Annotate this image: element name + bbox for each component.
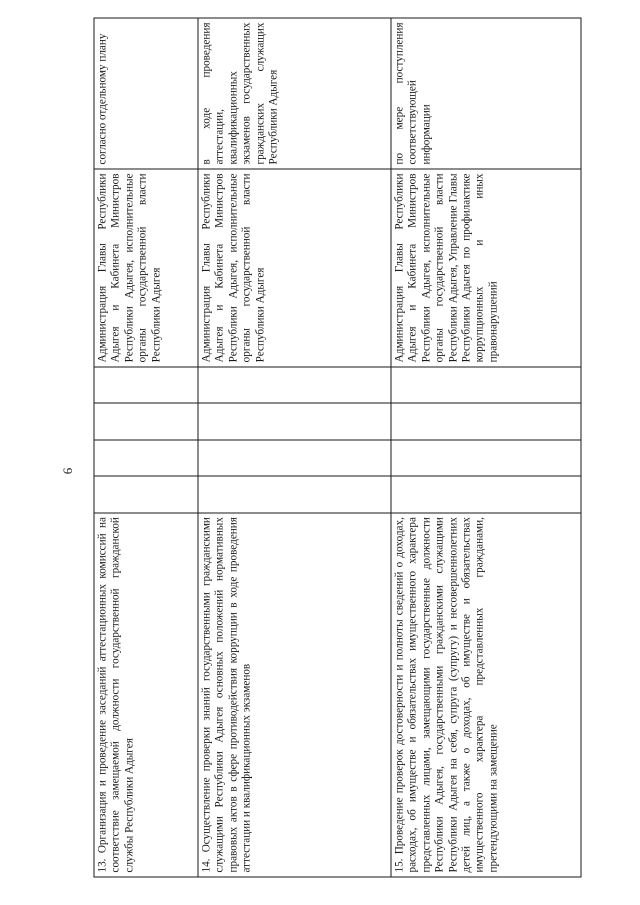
page-number: 6	[60, 467, 75, 475]
deadline-cell: по мере поступления соответствующей информации	[391, 18, 581, 169]
empty-cell	[94, 439, 198, 475]
empty-cell	[94, 366, 198, 402]
measure-cell: 13. Организация и проведение заседаний аттестационных комиссий на соответствие замещаемой должности государственной гражданской службы Республики Адыгея	[94, 512, 198, 876]
empty-cell	[198, 476, 391, 512]
empty-cell	[94, 403, 198, 439]
deadline-cell: в ходе проведения аттестации, квалификационных экзаменов государственных гражданских служащих Республики Адыгея	[198, 18, 391, 169]
empty-cell	[391, 476, 581, 512]
table-row	[198, 18, 391, 877]
empty-cell	[198, 439, 391, 475]
empty-cell	[198, 403, 391, 439]
measure-cell: 14. Осуществление проверки знаний государственными гражданскими служащими Республики Адыгея основных положений нормативных правовых актов в сфере противодействия коррупции в ходе проведения аттестации и квалификационных экзаменов	[198, 512, 391, 876]
executors-cell: Администрация Главы Республики Адыгея и Кабинета Министров Республики Адыгея, исполнительные органы государственной власти Республики Адыгея	[94, 169, 198, 367]
deadline-cell: согласно отдельному плану	[94, 18, 198, 169]
table-row	[94, 18, 198, 877]
measures-table	[93, 17, 581, 877]
empty-cell	[198, 366, 391, 402]
empty-cell	[391, 403, 581, 439]
measures-table-rotated	[93, 17, 580, 877]
executors-cell: Администрация Главы Республики Адыгея и Кабинета Министров Республики Адыгея, исполнительные органы государственной власти Республики Адыгея, Управление Главы Республики Адыгея по профилактике коррупционных и иных правонарушений	[391, 169, 581, 367]
measure-cell: 15. Проведение проверок достоверности и полноты сведений о доходах, расходах, об имуществе и обязательствах имущественного характера представленных лицами, замещающими государственные должности Республики Адыгея, государственными гражданскими служащими Республики Адыгея на себя, супруга (супругу) и несовершеннолетних детей лиц, а также о доходах, об имуществе и обязательствах имущественного характера представленных гражданами, претендующими на замещение	[391, 512, 581, 876]
empty-cell	[391, 366, 581, 402]
executors-cell: Администрация Главы Республики Адыгея и Кабинета Министров Республики Адыгея, исполнительные органы государственной власти Республики Адыгея	[198, 169, 391, 367]
table-row	[391, 18, 581, 877]
empty-cell	[391, 439, 581, 475]
empty-cell	[94, 476, 198, 512]
